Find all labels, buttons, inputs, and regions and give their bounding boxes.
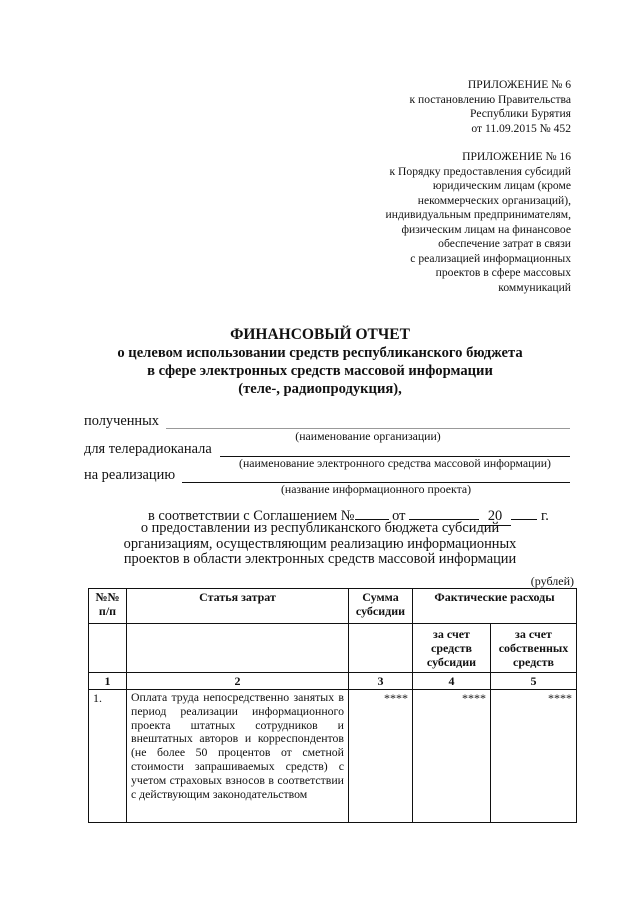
empty-cell xyxy=(89,624,127,673)
received-hint: (наименование организации) xyxy=(295,429,441,443)
agreement-year-field[interactable] xyxy=(511,506,537,520)
appendix-16-line: обеспечение затрат в связи xyxy=(438,237,571,250)
report-subtitle: о целевом использовании средств республиканского бюджета xyxy=(117,345,523,361)
agreement-number-label: в соответствии с Соглашением № xyxy=(148,508,355,524)
appendix-6-line: к постановлению Правительства xyxy=(409,92,571,106)
appendix-6-block xyxy=(311,78,571,136)
appendix-16-line: юридическим лицам (кроме xyxy=(432,179,571,192)
expense-table xyxy=(88,588,577,823)
row-subsidy-sum[interactable]: **** xyxy=(349,690,413,823)
agreement-number-field[interactable] xyxy=(355,506,389,520)
report-subtitle: (теле-, радиопродукция), xyxy=(238,381,402,397)
purpose-hint: (название информационного проекта) xyxy=(280,482,472,496)
appendix-16-line: коммуникаций xyxy=(498,280,571,294)
agreement-text xyxy=(60,521,580,568)
agreement-text-line: организациям, осуществляющим реализацию информационных xyxy=(123,535,517,552)
report-heading xyxy=(60,326,580,398)
agreement-year-suffix: г. xyxy=(541,508,549,524)
appendix-16-block xyxy=(311,150,571,295)
agreement-text-line: проектов в области электронных средств массовой информации xyxy=(123,551,517,567)
row-actual-own[interactable]: **** xyxy=(491,690,577,823)
col-number: 1 xyxy=(89,673,127,690)
col-number: 3 xyxy=(349,673,413,690)
unit-label: (рублей) xyxy=(530,574,574,588)
appendix-6-title: ПРИЛОЖЕНИЕ № 6 xyxy=(467,78,571,91)
col-number: 2 xyxy=(127,673,349,690)
appendix-16-line: индивидуальным предпринимателям, xyxy=(385,208,571,221)
row-number: 1. xyxy=(89,690,127,823)
appendix-16-line: проектов в сфере массовых xyxy=(435,266,571,279)
report-subtitle: в сфере электронных средств массовой информации xyxy=(147,363,493,379)
purpose-label: на реализацию xyxy=(84,467,176,483)
row-actual-subsidy[interactable]: **** xyxy=(413,690,491,823)
received-label: полученных xyxy=(84,413,159,429)
channel-label: для телерадиоканала xyxy=(84,441,212,457)
agreement-text-line: о предоставлении из республиканского бюджета субсидий xyxy=(140,520,500,536)
channel-hint: (наименование электронного средства массовой информации) xyxy=(239,456,551,470)
table-row xyxy=(89,690,577,823)
appendix-16-line: физическим лицам на финансовое xyxy=(401,222,571,236)
header-from-subsidy: за счет средств субсидии xyxy=(413,624,491,673)
report-title: ФИНАНСОВЫЙ ОТЧЕТ xyxy=(230,326,410,343)
appendix-16-line: к Порядку предоставления субсидий xyxy=(389,164,571,178)
table-subheader-row xyxy=(89,624,577,673)
table-number-row xyxy=(89,673,577,690)
header-actual-expenses: Фактические расходы xyxy=(413,589,577,624)
header-number: №№ п/п xyxy=(89,589,127,624)
agreement-date-field[interactable] xyxy=(409,506,479,520)
empty-cell xyxy=(349,624,413,673)
empty-cell xyxy=(127,624,349,673)
row-article: Оплата труда непосредственно занятых в период реализации информационного проекта штатных сотрудников и внештатных авторов и корреспондентов (не более 50 процентов от сметной стоимости запрашиваемых средств) с учетом страховых взносов в соответствии с действующим законодательством xyxy=(127,690,349,823)
appendix-16-title: ПРИЛОЖЕНИЕ № 16 xyxy=(462,150,571,163)
appendix-16-line: с реализацией информационных xyxy=(410,251,571,265)
header-sum: Сумма субсидии xyxy=(349,589,413,624)
agreement-year-prefix: 20 xyxy=(479,509,511,526)
appendix-6-line: Республики Бурятия xyxy=(470,107,571,120)
header-article: Статья затрат xyxy=(127,589,349,624)
table-header-row xyxy=(89,589,577,624)
header-own-funds: за счет собственных средств xyxy=(491,624,577,673)
agreement-date-label: от xyxy=(392,508,406,524)
col-number: 5 xyxy=(491,673,577,690)
appendix-6-line: от 11.09.2015 № 452 xyxy=(471,121,571,135)
appendix-16-line: некоммерческих организаций), xyxy=(417,193,571,207)
col-number: 4 xyxy=(413,673,491,690)
